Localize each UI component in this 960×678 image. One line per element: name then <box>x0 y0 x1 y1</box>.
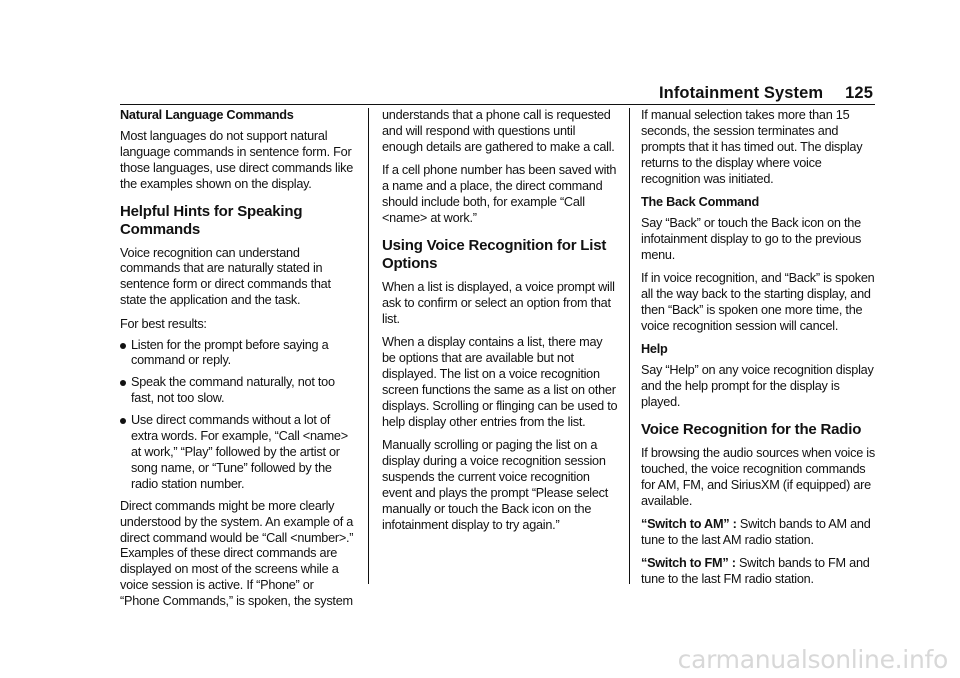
subhead-natural-language: Natural Language Commands <box>120 108 294 122</box>
heading-helpful-hints: Helpful Hints for Speaking Commands <box>120 202 303 238</box>
command-definition <box>641 556 877 588</box>
list-item: Use direct commands without a lot of extra words. For example, “Call <name> at work,” “Play” followed by the artist or song name, or “Tune” followed by the radio station number. <box>120 413 356 493</box>
paragraph: Manually scrolling or paging the list on a display during a voice recognition session suspends the current voice recognition event and plays the prompt “Please select manually or touch the Back icon on the infotainment display to try again.” <box>382 438 609 532</box>
subhead-help: Help <box>641 342 668 357</box>
column-3 <box>641 108 877 596</box>
paragraph: For best results: <box>120 316 207 331</box>
header-divider <box>120 104 875 105</box>
list-item: Listen for the prompt before saying a command or reply. <box>120 338 356 370</box>
paragraph: Voice recognition can understand commands that are naturally stated in sentence form or direct commands that state the application and the task. <box>120 245 331 308</box>
command-description: Switch bands to FM and tune to the last FM radio station. <box>641 556 870 587</box>
column-divider <box>368 108 369 584</box>
page-number: 125 <box>845 84 873 102</box>
paragraph: If browsing the audio sources when voice is touched, the voice recognition commands for AM, FM, and SiriusXM (if equipped) are available. <box>641 445 875 508</box>
command-term: “Switch to AM” : <box>641 517 737 532</box>
paragraph: Most languages do not support natural language commands in sentence form. For those languages, use direct commands like the examples shown on the display. <box>120 128 354 191</box>
list-item: Speak the command naturally, not too fast, not too slow. <box>120 375 356 407</box>
paragraph: Say “Back” or touch the Back icon on the infotainment display to go to the previous menu. <box>641 215 862 262</box>
heading-list-options: Using Voice Recognition for List Options <box>382 236 607 272</box>
command-description: Switch bands to AM and tune to the last AM radio station. <box>641 517 871 547</box>
page-header <box>659 84 873 103</box>
paragraph: If a cell phone number has been saved with a name and a place, the direct command should include both, for example “Call <name> at work.” <box>382 163 617 225</box>
paragraph: If manual selection takes more than 15 seconds, the session terminates and prompts that it has timed out. The display returns to the display where voice recognition was initiated. <box>641 108 863 186</box>
column-2 <box>382 108 618 541</box>
subhead-back-command: The Back Command <box>641 195 759 210</box>
column-divider <box>629 108 630 584</box>
paragraph: understands that a phone call is requested and will respond with questions until enough details are gathered to make a call. <box>382 108 615 154</box>
command-definition <box>641 517 877 549</box>
paragraph: Direct commands might be more clearly understood by the system. An example of a direct command would be “Call <number>.” Examples of these direct commands are displayed on most of the screens while a voice session is active. If “Phone” or “Phone Commands,” is spoken, the system <box>120 498 354 609</box>
watermark: carmanualsonline.info <box>677 645 948 674</box>
paragraph: Say “Help” on any voice recognition display and the help prompt for the display is played. <box>641 363 874 409</box>
column-1 <box>120 108 356 618</box>
paragraph: When a display contains a list, there may be options that are available but not displayed. The list on a voice recognition screen functions the same as a list on other displays. Scrolling or flinging can be used to help display other entries from the list. <box>382 335 618 429</box>
heading-radio: Voice Recognition for the Radio <box>641 420 862 438</box>
paragraph: When a list is displayed, a voice prompt will ask to confirm or select an option from that list. <box>382 279 615 326</box>
section-title: Infotainment System <box>658 84 824 102</box>
paragraph: If in voice recognition, and “Back” is spoken all the way back to the starting display, and then “Back” is spoken one more time, the voice recognition session will cancel. <box>641 271 875 333</box>
command-term: “Switch to FM” : <box>641 556 736 571</box>
hints-list <box>120 338 356 493</box>
